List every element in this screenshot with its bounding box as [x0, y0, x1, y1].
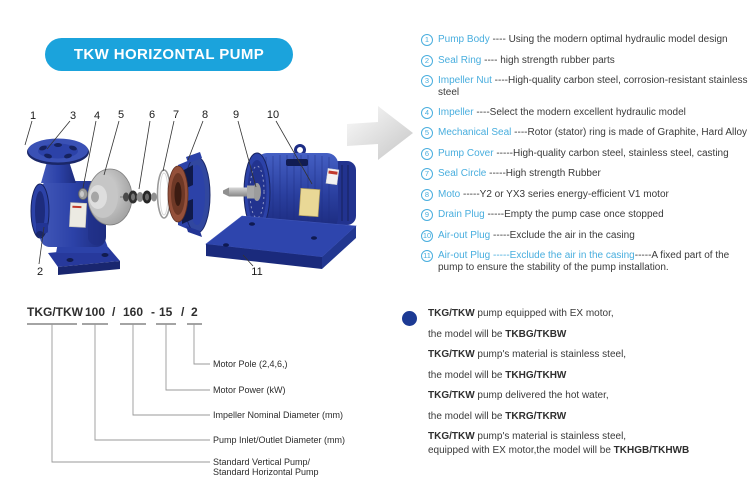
pump-cover	[168, 152, 210, 237]
part-item: 6 Pump Cover -----High-quality carbon steel, stainless steel, casting	[421, 148, 753, 160]
label-standard-2: Standard Horizontal Pump	[213, 467, 319, 477]
callout-3: 3	[69, 110, 77, 122]
variant-line: TKG/TKW pump's material is stainless steel,	[428, 349, 627, 360]
svg-text:-: -	[151, 305, 155, 319]
section-bullet-icon	[402, 311, 417, 326]
transition-arrow-icon	[347, 106, 413, 160]
circled-number: 6	[421, 148, 433, 160]
label-impeller-diameter: Impeller Nominal Diameter (mm)	[213, 410, 344, 420]
svg-text:TKG/TKW: TKG/TKW	[27, 305, 83, 319]
callout-5: 5	[117, 109, 125, 121]
legend-connectors	[52, 324, 210, 462]
svg-text:100: 100	[85, 305, 106, 319]
label-motor-power: Motor Power (kW)	[213, 385, 286, 395]
part-item: 7 Seal Circle -----High strength Rubber	[421, 168, 753, 180]
variant-line: equipped with EX motor,the model will be TKHGB/TKHWB	[428, 445, 690, 456]
part-item: 10 Air-out Plug -----Exclude the air in the casing	[422, 229, 635, 241]
svg-text:160: 160	[123, 305, 144, 319]
part-item: 9 Drain Plug -----Empty the pump case once stopped	[421, 209, 753, 221]
part-item: 8 Moto -----Y2 or YX3 series energy-efficient V1 motor	[421, 189, 753, 201]
part-item: 3 Impeller Nut ----High-quality carbon steel, corrosion-resistant stainless steel	[421, 75, 753, 98]
variant-line: TKG/TKW pump's material is stainless steel,	[428, 431, 627, 442]
legend-labels	[213, 359, 345, 477]
part-item: 4 Impeller ----Select the modern excellent hydraulic model	[421, 107, 753, 119]
callout-11: 11	[251, 266, 263, 278]
shaft-tip	[223, 188, 229, 197]
circled-number: 2	[421, 55, 433, 67]
part-item: 1 Pump Body ---- Using the modern optimal hydraulic model design	[421, 34, 753, 46]
callout-1: 1	[29, 110, 37, 122]
variant-line: the model will be TKBG/TKBW	[428, 328, 567, 340]
label-inlet-outlet: Pump Inlet/Outlet Diameter (mm)	[213, 435, 346, 445]
callout-6: 6	[148, 109, 156, 121]
callout-10: 10	[266, 109, 280, 121]
part-item: 5 Mechanical Seal ----Rotor (stator) ring is made of Graphite, Hard Alloy	[421, 127, 753, 139]
circled-number: 4	[421, 107, 433, 119]
exploded-pump-diagram	[10, 95, 420, 295]
svg-text:/: /	[112, 305, 116, 319]
callout-2: 2	[36, 266, 44, 278]
callout-9: 9	[232, 109, 240, 121]
model-code-text	[27, 305, 198, 319]
impeller-nut	[79, 189, 88, 200]
circled-number: 11	[421, 250, 433, 262]
variants-section	[402, 308, 754, 466]
motor-sticker	[326, 168, 339, 184]
circled-number: 10	[422, 230, 432, 240]
circled-number: 9	[421, 209, 433, 221]
circled-number: 7	[421, 168, 433, 180]
label-standard-1: Standard Vertical Pump/	[213, 457, 311, 467]
variant-line: the model will be TKHG/TKHW	[428, 369, 567, 381]
circled-number: 5	[421, 127, 433, 139]
base-plate	[206, 216, 356, 269]
callout-7: 7	[172, 109, 180, 121]
callout-8: 8	[201, 109, 209, 121]
parts-list	[421, 34, 753, 282]
circled-number: 1	[421, 34, 433, 46]
model-code-legend	[25, 300, 360, 490]
callout-4: 4	[93, 110, 101, 122]
motor-label-strip	[286, 159, 308, 166]
svg-text:/: /	[181, 305, 185, 319]
variant-line: TKG/TKW pump equipped with EX motor,	[428, 308, 614, 319]
part-item: 2 Seal Ring ---- high strength rubber parts	[421, 55, 753, 67]
part-item: 11 Air-out Plug -----Exclude the air in the casing-----A fixed part of the pump to ensure the stability of the pump installation.	[421, 250, 753, 273]
svg-text:2: 2	[191, 305, 198, 319]
circled-number: 3	[421, 75, 433, 87]
label-motor-pole: Motor Pole (2,4,6,)	[213, 359, 288, 369]
circled-number: 8	[421, 189, 433, 201]
page-title: TKW HORIZONTAL PUMP	[45, 38, 293, 71]
variant-line: the model will be TKRG/TKRW	[428, 410, 567, 422]
motor-nameplate	[299, 188, 320, 216]
variant-line: TKG/TKW pump delivered the hot water,	[428, 390, 609, 401]
svg-text:15: 15	[159, 305, 173, 319]
